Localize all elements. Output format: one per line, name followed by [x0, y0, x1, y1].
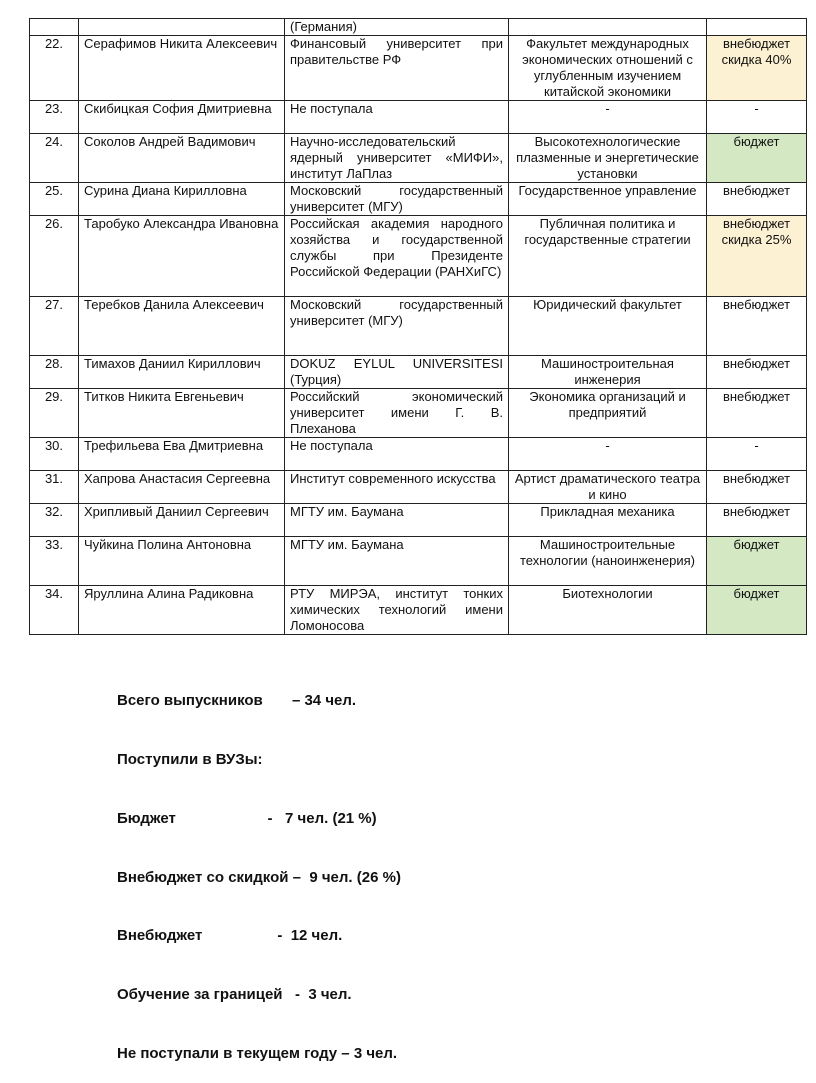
- cell-funding: внебюджет: [707, 297, 807, 356]
- table-row: [30, 101, 807, 134]
- table-row: [30, 36, 807, 101]
- cell-faculty: Публичная политика и государственные стратегии: [509, 216, 707, 297]
- cell-num: 26.: [30, 216, 79, 297]
- cell-num: 27.: [30, 297, 79, 356]
- cell-funding: внебюджет скидка 40%: [707, 36, 807, 101]
- cell-faculty: -: [509, 438, 707, 471]
- cell-name: [79, 19, 285, 36]
- summary-abroad: Обучение за границей - 3 чел.: [117, 986, 352, 1004]
- cell-num: 28.: [30, 356, 79, 389]
- cell-university: Научно-исследовательский ядерный университет «МИФИ», институт ЛаПлаз: [285, 134, 509, 183]
- cell-name: Серафимов Никита Алексеевич: [79, 36, 285, 101]
- cell-num: 32.: [30, 504, 79, 537]
- summary-block: [117, 652, 401, 1083]
- cell-num: 22.: [30, 36, 79, 101]
- cell-university: Финансовый университет при правительстве РФ: [285, 36, 509, 101]
- cell-num: 29.: [30, 389, 79, 438]
- cell-funding: бюджет: [707, 134, 807, 183]
- cell-name: Хрипливый Даниил Сергеевич: [79, 504, 285, 537]
- cell-num: 24.: [30, 134, 79, 183]
- table-row-continuation: [30, 19, 807, 36]
- table-row: [30, 438, 807, 471]
- cell-name: Сурина Диана Кирилловна: [79, 183, 285, 216]
- summary-not-enrolled: Не поступали в текущем году – 3 чел.: [117, 1044, 398, 1062]
- summary-enrolled-heading: Поступили в ВУЗы:: [117, 750, 263, 768]
- cell-university: РТУ МИРЭА, институт тонких химических технологий имени Ломоносова: [285, 586, 509, 635]
- summary-paid: Внебюджет - 12 чел.: [117, 927, 343, 945]
- table-row: [30, 537, 807, 586]
- cell-funding: бюджет: [707, 537, 807, 586]
- cell-funding: внебюджет: [707, 183, 807, 216]
- cell-funding: бюджет: [707, 586, 807, 635]
- cell-funding: внебюджет: [707, 389, 807, 438]
- cell-name: Яруллина Алина Радиковна: [79, 586, 285, 635]
- cell-name: Чуйкина Полина Антоновна: [79, 537, 285, 586]
- table-row: [30, 216, 807, 297]
- summary-budget: Бюджет - 7 чел. (21 %): [117, 809, 377, 827]
- graduates-table: [29, 18, 807, 635]
- cell-name: Теребков Данила Алексеевич: [79, 297, 285, 356]
- cell-funding: внебюджет скидка 25%: [707, 216, 807, 297]
- table-row: [30, 356, 807, 389]
- cell-name: Титков Никита Евгеньевич: [79, 389, 285, 438]
- cell-faculty: Экономика организаций и предприятий: [509, 389, 707, 438]
- cell-faculty: [509, 19, 707, 36]
- cell-num: 23.: [30, 101, 79, 134]
- cell-num: 33.: [30, 537, 79, 586]
- cell-faculty: Артист драматического театра и кино: [509, 471, 707, 504]
- cell-funding: внебюджет: [707, 504, 807, 537]
- table-row: [30, 183, 807, 216]
- summary-discount: Внебюджет со скидкой – 9 чел. (26 %): [117, 868, 401, 886]
- cell-faculty: Машиностроительные технологии (наноинженерия): [509, 537, 707, 586]
- table-row: [30, 504, 807, 537]
- cell-faculty: Государственное управление: [509, 183, 707, 216]
- cell-university: (Германия): [285, 19, 509, 36]
- table-row: [30, 471, 807, 504]
- summary-total: Всего выпускников – 34 чел.: [117, 692, 357, 710]
- cell-faculty: Биотехнологии: [509, 586, 707, 635]
- cell-name: Таробуко Александра Ивановна: [79, 216, 285, 297]
- table-row: [30, 134, 807, 183]
- cell-funding: -: [707, 101, 807, 134]
- table-row: [30, 389, 807, 438]
- cell-university: DOKUZ EYLUL UNIVERSITESI (Турция): [285, 356, 509, 389]
- cell-funding: внебюджет: [707, 356, 807, 389]
- cell-name: Трефильева Ева Дмитриевна: [79, 438, 285, 471]
- cell-university: Институт современного искусства: [285, 471, 509, 504]
- cell-num: 25.: [30, 183, 79, 216]
- cell-faculty: Машиностроительная инженерия: [509, 356, 707, 389]
- cell-funding: [707, 19, 807, 36]
- table-row: [30, 297, 807, 356]
- cell-faculty: Высокотехнологические плазменные и энергетические установки: [509, 134, 707, 183]
- cell-university: МГТУ им. Баумана: [285, 504, 509, 537]
- cell-university: Московский государственный университет (МГУ): [285, 183, 509, 216]
- cell-num: 31.: [30, 471, 79, 504]
- cell-name: Соколов Андрей Вадимович: [79, 134, 285, 183]
- cell-university: Не поступала: [285, 438, 509, 471]
- cell-name: Тимахов Даниил Кириллович: [79, 356, 285, 389]
- cell-university: Российская академия народного хозяйства и государственной службы при Президенте Российской Федерации (РАНХиГС): [285, 216, 509, 297]
- cell-name: Скибицкая София Дмитриевна: [79, 101, 285, 134]
- cell-num: [30, 19, 79, 36]
- cell-university: Московский государственный университет (МГУ): [285, 297, 509, 356]
- cell-funding: внебюджет: [707, 471, 807, 504]
- cell-university: Российский экономический университет имени Г. В. Плеханова: [285, 389, 509, 438]
- cell-faculty: Факультет международных экономических отношений с углубленным изучением китайской экономики: [509, 36, 707, 101]
- cell-funding: -: [707, 438, 807, 471]
- table-body: [30, 19, 807, 635]
- table-row: [30, 586, 807, 635]
- cell-faculty: -: [509, 101, 707, 134]
- cell-faculty: Юридический факультет: [509, 297, 707, 356]
- cell-university: МГТУ им. Баумана: [285, 537, 509, 586]
- cell-num: 34.: [30, 586, 79, 635]
- cell-num: 30.: [30, 438, 79, 471]
- cell-university: Не поступала: [285, 101, 509, 134]
- cell-faculty: Прикладная механика: [509, 504, 707, 537]
- cell-name: Хапрова Анастасия Сергеевна: [79, 471, 285, 504]
